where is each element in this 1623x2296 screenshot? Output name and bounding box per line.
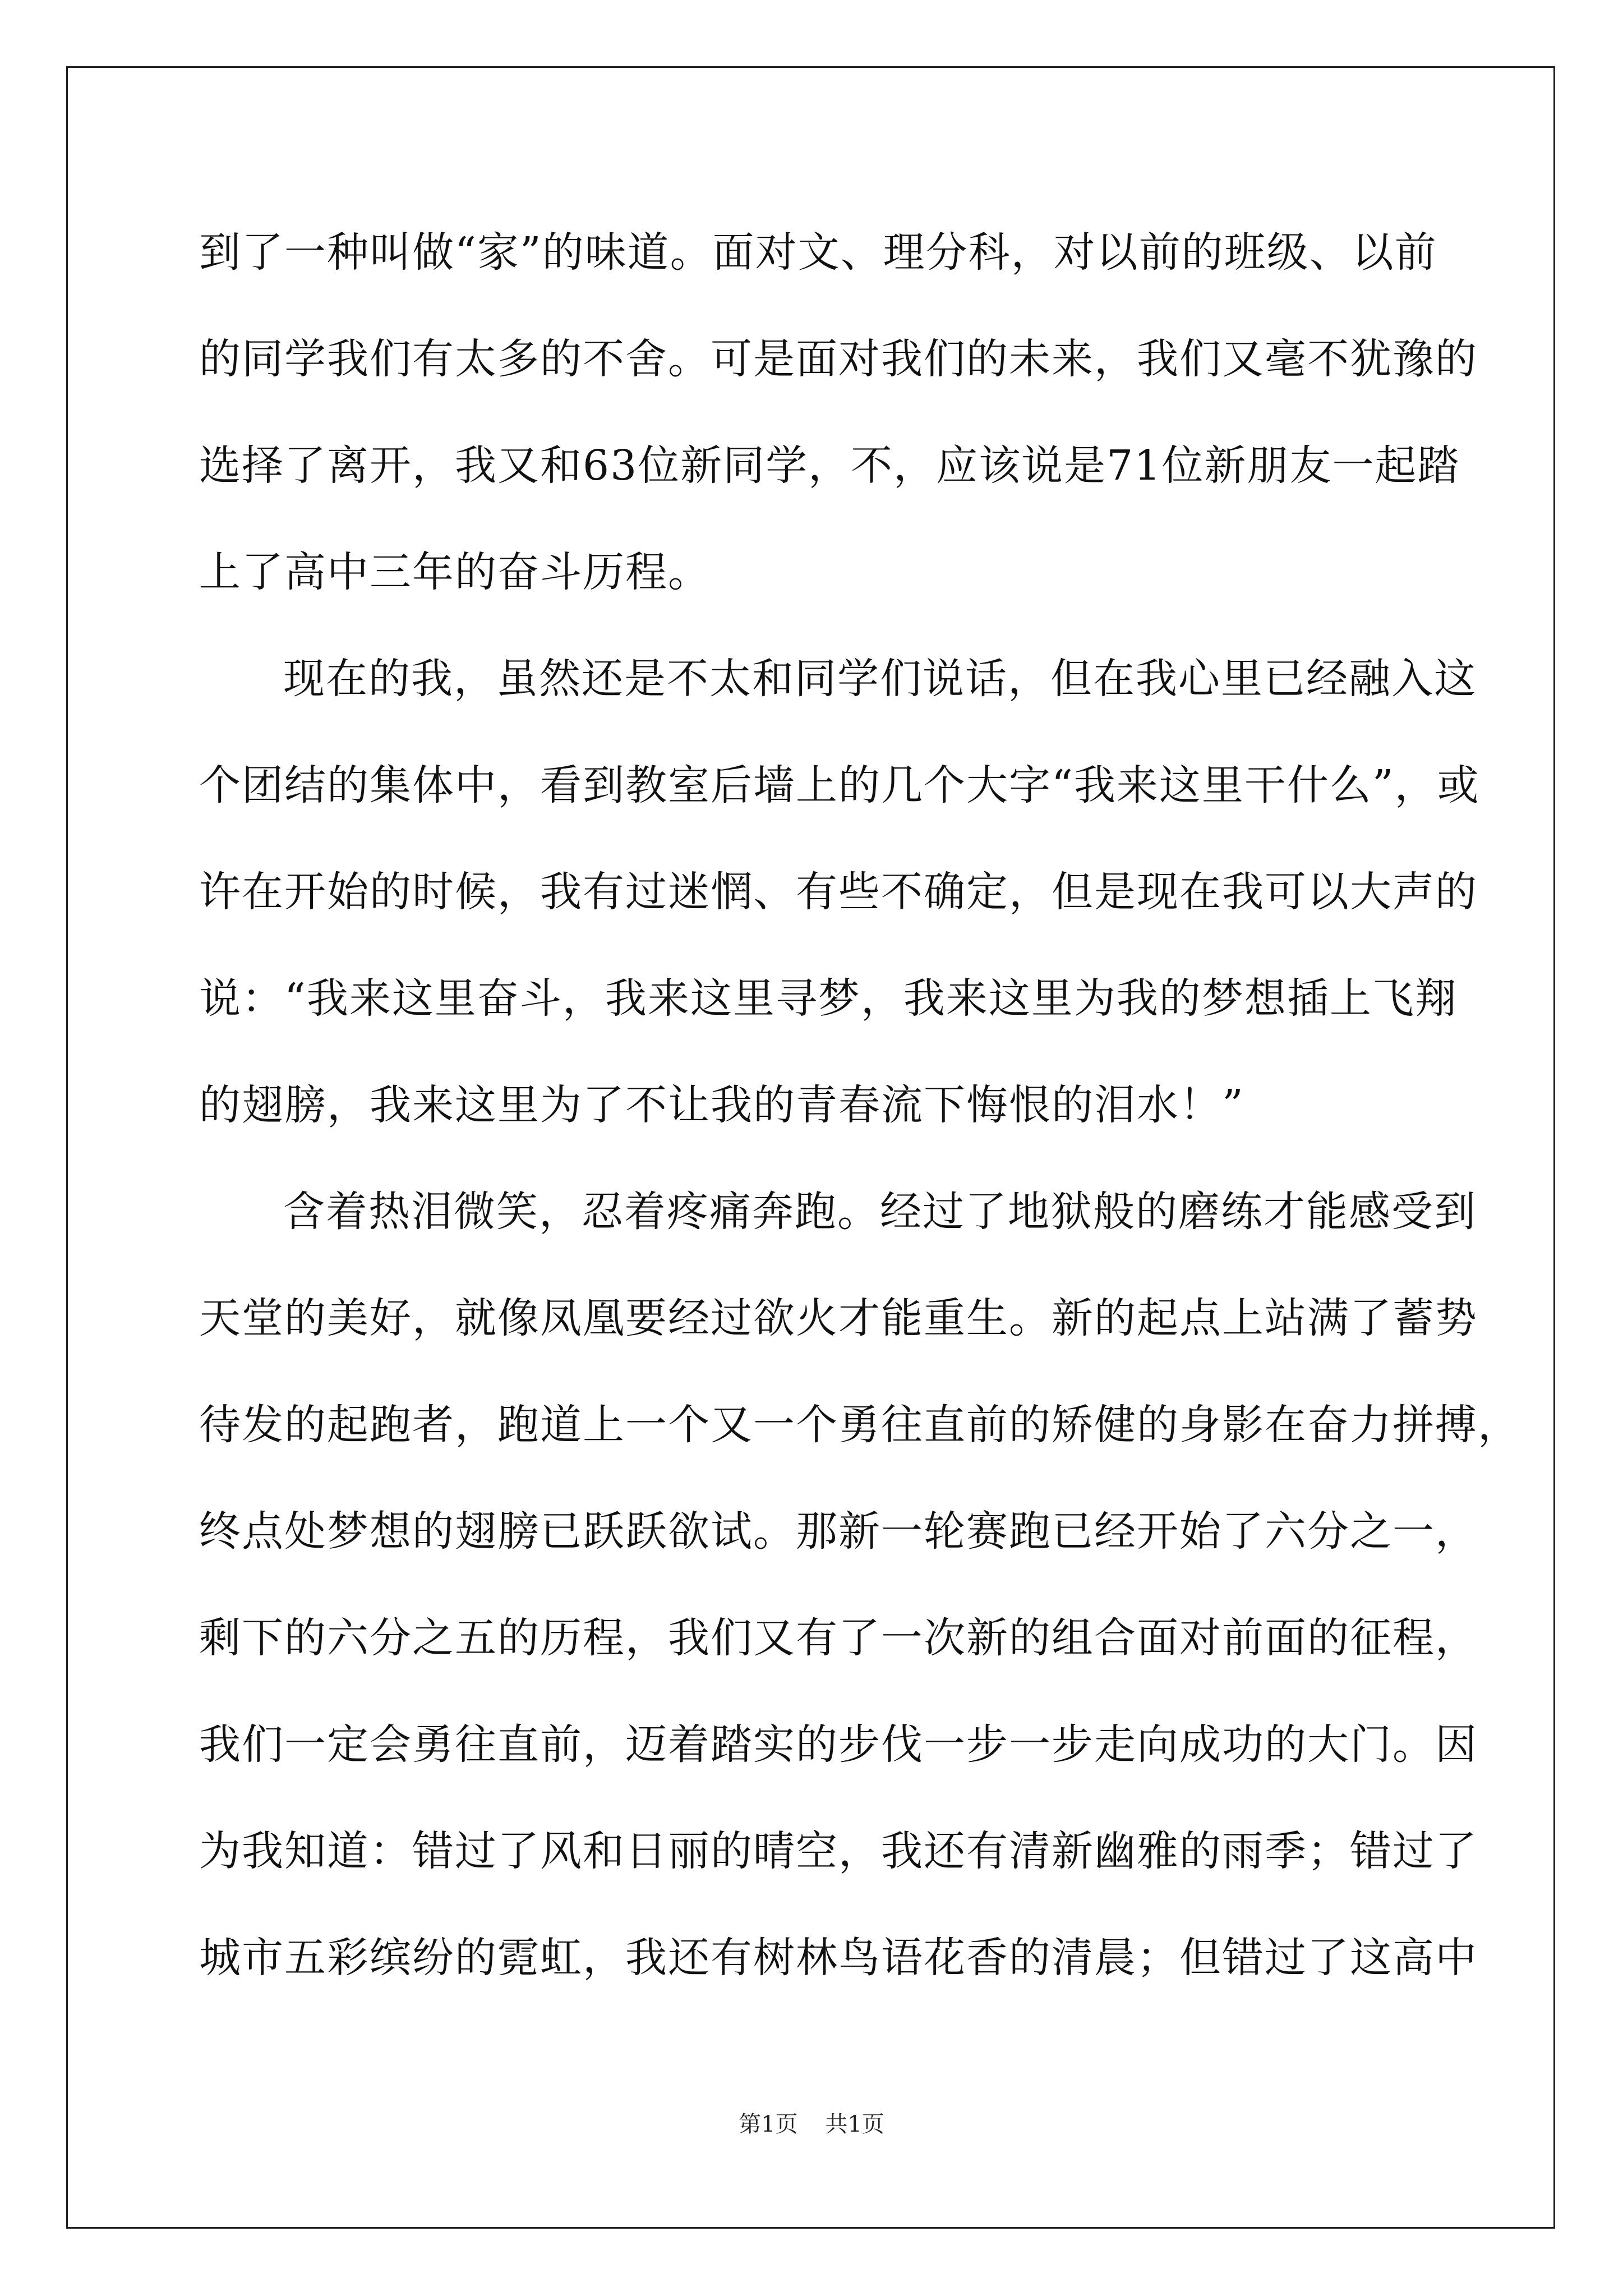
text-line: 我们一定会勇往直前，迈着踏实的步伐一步一步走向成功的大门。因 bbox=[199, 1720, 1478, 1769]
text-line: 待发的起跑者，跑道上一个又一个勇往直前的矫健的身影在奋力拼搏， bbox=[199, 1401, 1520, 1449]
text-line: 天堂的美好，就像凤凰要经过欲火才能重生。新的起点上站满了蓄势 bbox=[199, 1294, 1478, 1342]
text-line: 城市五彩缤纷的霓虹，我还有树林鸟语花香的清晨；但错过了这高中 bbox=[199, 1934, 1478, 1982]
text-line: 选择了离开，我又和63位新同学，不，应该说是71位新朋友一起踏 bbox=[199, 441, 1460, 490]
document-body bbox=[199, 224, 1520, 2036]
text-line: 剩下的六分之五的历程，我们又有了一次新的组合面对前面的征程， bbox=[199, 1614, 1478, 1662]
text-line: 终点处梦想的翅膀已跃跃欲试。那新一轮赛跑已经开始了六分之一， bbox=[199, 1507, 1478, 1556]
text-line: 的翅膀，我来这里为了不让我的青春流下悔恨的泪水！” bbox=[199, 1081, 1244, 1129]
text-line: 说：“我来这里奋斗，我来这里寻梦，我来这里为我的梦想插上飞翔 bbox=[199, 974, 1458, 1023]
total-pages: 共1页 bbox=[825, 2111, 884, 2137]
text-line: 许在开始的时候，我有过迷惘、有些不确定，但是现在我可以大声的 bbox=[199, 868, 1478, 916]
page-footer bbox=[0, 2106, 1623, 2138]
page-number: 第1页 bbox=[739, 2111, 798, 2137]
text-line: 为我知道：错过了风和日丽的晴空，我还有清新幽雅的雨季；错过了 bbox=[199, 1827, 1478, 1875]
text-line: 现在的我，虽然还是不太和同学们说话，但在我心里已经融入这 bbox=[283, 655, 1477, 703]
text-line: 的同学我们有太多的不舍。可是面对我们的未来，我们又毫不犹豫的 bbox=[199, 335, 1478, 383]
text-line: 到了一种叫做“家”的味道。面对文、理分科，对以前的班级、以前 bbox=[199, 228, 1437, 277]
text-line: 含着热泪微笑，忍着疼痛奔跑。经过了地狱般的磨练才能感受到 bbox=[283, 1188, 1477, 1236]
text-line: 上了高中三年的奋斗历程。 bbox=[199, 548, 711, 596]
text-line: 个团结的集体中，看到教室后墙上的几个大字“我来这里干什么”，或 bbox=[199, 761, 1480, 809]
